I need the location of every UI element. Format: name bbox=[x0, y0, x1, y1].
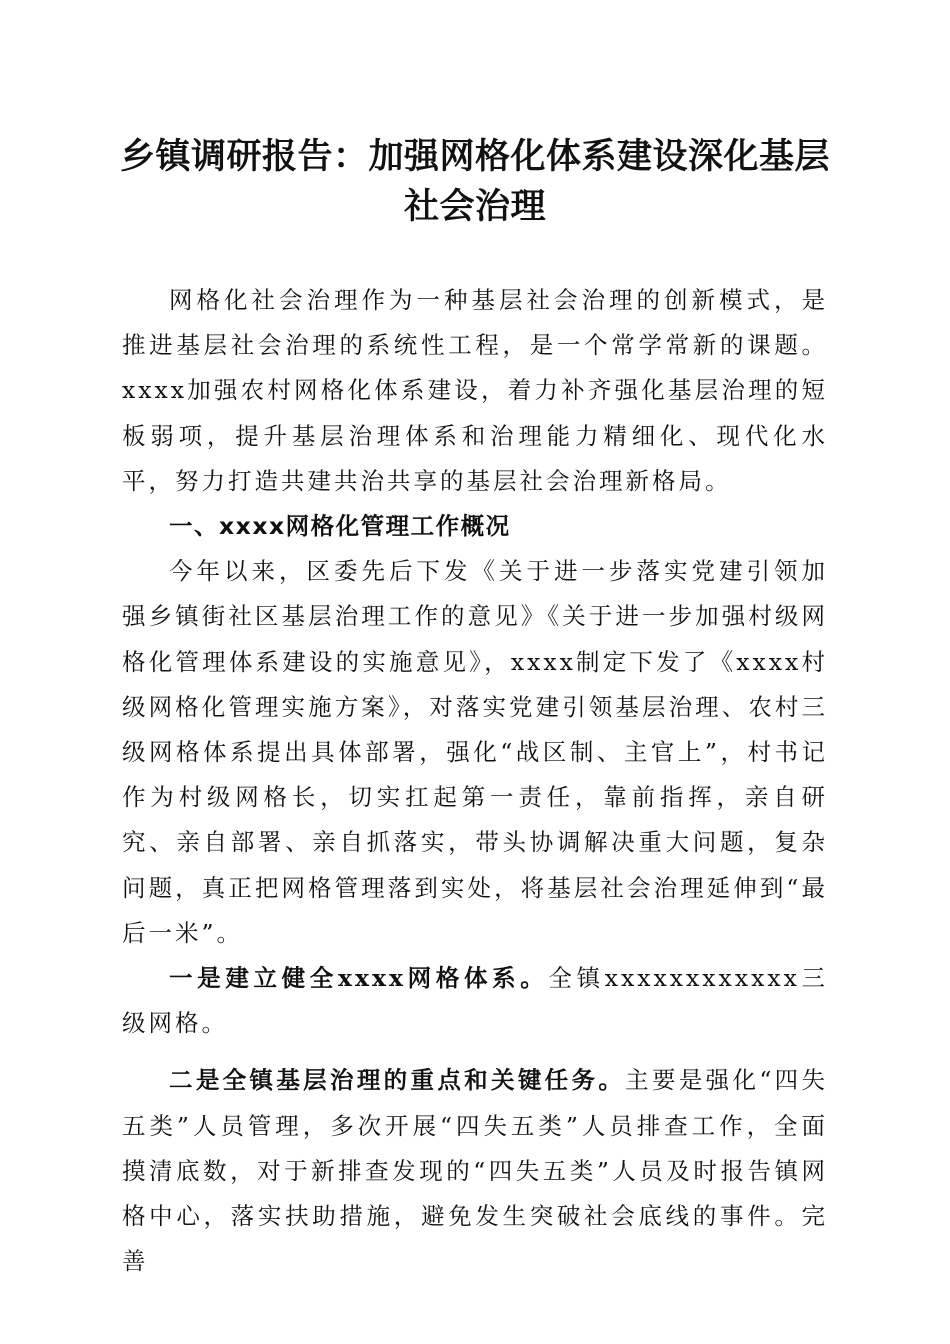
title-line-2: 社会治理 bbox=[403, 187, 546, 227]
point-1-paragraph bbox=[122, 956, 828, 1046]
point-2-body: 主要是强化“四失五类”人员管理，多次开展“四失五类”人员排查工作，全面摸清底数，对于新排查发现的“四失五类”人员及时报告镇网格中心，落实扶助措施，避免发生突破社会底线的事件。完善 bbox=[122, 1066, 828, 1276]
point-2-lead: 二是全镇基层治理的重点和关键任务。 bbox=[169, 1066, 626, 1095]
overview-paragraph: 今年以来，区委先后下发《关于进一步落实党建引领加强乡镇街社区基层治理工作的意见》《关于进一步加强村级网格化管理体系建设的实施意见》，xxxx制定下发了《xxxx村级网格化管理实施方案》，对落实党建引领基层治理、农村三级网格体系提出具体部署，强化“战区制、主官上”，村书记作为村级网格长，切实扛起第一责任，靠前指挥，亲自研究、亲自部署、亲自抓落实，带头协调解决重大问题，复杂问题，真正把网格管理落到实处，将基层社会治理延伸到“最后一米”。 bbox=[122, 557, 828, 947]
section-heading-1: 一、xxxx网格化管理工作概况 bbox=[169, 512, 511, 541]
title-line-1: 乡镇调研报告：加强网格化体系建设深化基层 bbox=[119, 137, 830, 177]
point-1-body: 全镇xxxxxxxxxxxx三级网格。 bbox=[122, 964, 828, 1038]
document-title bbox=[110, 132, 840, 232]
point-2-paragraph bbox=[122, 1058, 828, 1284]
intro-paragraph: 网格化社会治理作为一种基层社会治理的创新模式，是推进基层社会治理的系统性工程，是一个常学常新的课题。xxxx加强农村网格化体系建设，着力补齐强化基层治理的短板弱项，提升基层治理体系和治理能力精细化、现代化水平，努力打造共建共治共享的基层社会治理新格局。 bbox=[122, 286, 828, 495]
document-body bbox=[122, 278, 828, 1284]
point-1-lead: 一是建立健全xxxx网格体系。 bbox=[169, 964, 549, 993]
